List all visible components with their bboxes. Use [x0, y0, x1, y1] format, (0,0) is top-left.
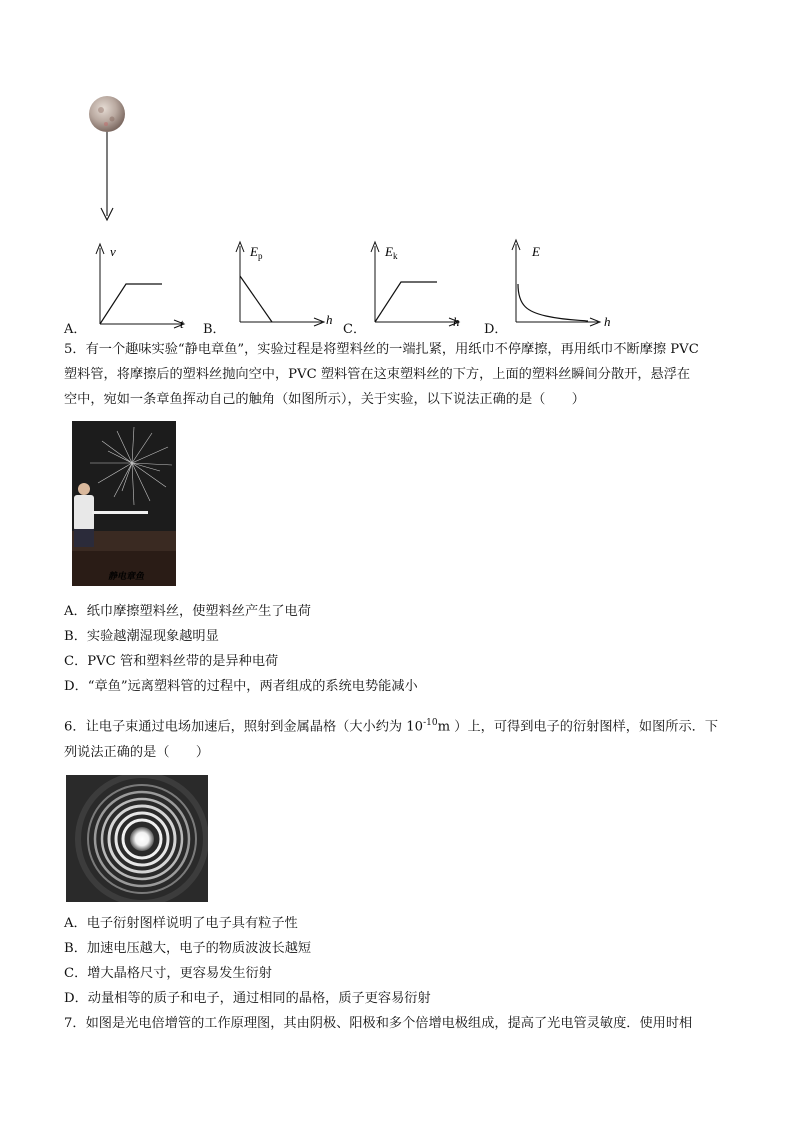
graph-d-y-label: E — [532, 244, 540, 259]
graph-c-y-sub: k — [392, 251, 398, 261]
graph-a-x-label: t — [180, 316, 184, 331]
q4-option-a-label[interactable]: A． — [64, 322, 87, 337]
graph-d-x-label: h — [604, 314, 611, 329]
svg-text:Ek — [384, 244, 398, 261]
graph-a — [90, 240, 190, 332]
svg-text:Ep — [249, 244, 263, 261]
graph-c — [365, 238, 475, 330]
graph-b — [230, 238, 340, 330]
q6-option-b[interactable]: B．加速电压越大，电子的物质波波长越短 — [64, 941, 312, 956]
q5-stem-line-2: 塑料管，将摩擦后的塑料丝抛向空中，PVC 塑料管在这束塑料丝的下方，上面的塑料丝瞬间分散开，悬浮在 — [64, 367, 691, 382]
q4-option-d-label[interactable]: D． — [484, 322, 508, 337]
graph-b-curve — [240, 276, 272, 322]
q4-option-b-label[interactable]: B． — [203, 322, 226, 337]
graph-c-x-label: h — [453, 314, 460, 329]
graph-d — [506, 236, 626, 330]
q5-option-d[interactable]: D．“章鱼”远离塑料管的过程中，两者组成的系统电势能减小 — [64, 679, 418, 694]
q6-stem-line-2: 列说法正确的是（ ） — [64, 745, 210, 760]
q6-option-a[interactable]: A．电子衍射图样说明了电子具有粒子性 — [64, 916, 298, 931]
graph-a-curve — [100, 284, 162, 324]
q5-option-c[interactable]: C．PVC 管和塑料丝带的是异种电荷 — [64, 654, 279, 669]
graph-b-y-sub: p — [257, 251, 263, 261]
ball-icon — [89, 96, 125, 132]
electron-diffraction-image — [66, 775, 208, 902]
graph-c-y-label: E — [385, 244, 393, 259]
graph-c-curve — [375, 282, 437, 322]
falling-ball-figure — [84, 92, 134, 224]
q6-stem-part-b: m ）上，可得到电子的衍射图样，如图所示．下 — [437, 719, 719, 735]
q6-stem-part-a: 6．让电子束通过电场加速后，照射到金属晶格（大小约为 10 — [64, 719, 424, 735]
graph-b-y-label: E — [250, 244, 258, 259]
graph-b-x-label: h — [326, 312, 333, 327]
q5-stem-line-3: 空中，宛如一条章鱼挥动自己的触角（如图所示），关于实验，以下说法正确的是（ ） — [64, 392, 585, 407]
q4-option-c-label[interactable]: C． — [343, 322, 366, 337]
q6-option-c[interactable]: C．增大晶格尺寸，更容易发生衍射 — [64, 966, 272, 981]
q6-stem-line-1 — [64, 714, 718, 736]
photo-caption: 静电章鱼 — [108, 572, 145, 582]
q5-option-b[interactable]: B．实验越潮湿现象越明显 — [64, 629, 219, 644]
q6-option-d[interactable]: D．动量相等的质子和电子，通过相同的晶格，质子更容易衍射 — [64, 991, 431, 1006]
q5-option-a[interactable]: A．纸巾摩擦塑料丝，使塑料丝产生了电荷 — [64, 604, 311, 619]
graph-d-curve — [518, 284, 588, 321]
graph-a-y-label: v — [110, 244, 116, 259]
q6-stem-exponent: -10 — [423, 718, 438, 728]
q7-stem-line-1: 7．如图是光电倍增管的工作原理图，其由阴极、阳极和多个倍增电极组成，提高了光电管灵敏度．使用时相 — [64, 1016, 693, 1031]
q5-stem-line-1: 5．有一个趣味实验“静电章鱼”，实验过程是将塑料丝的一端扎紧，用纸巾不停摩擦，再用纸巾不断摩擦 PVC — [64, 342, 699, 357]
static-octopus-photo — [72, 421, 176, 586]
